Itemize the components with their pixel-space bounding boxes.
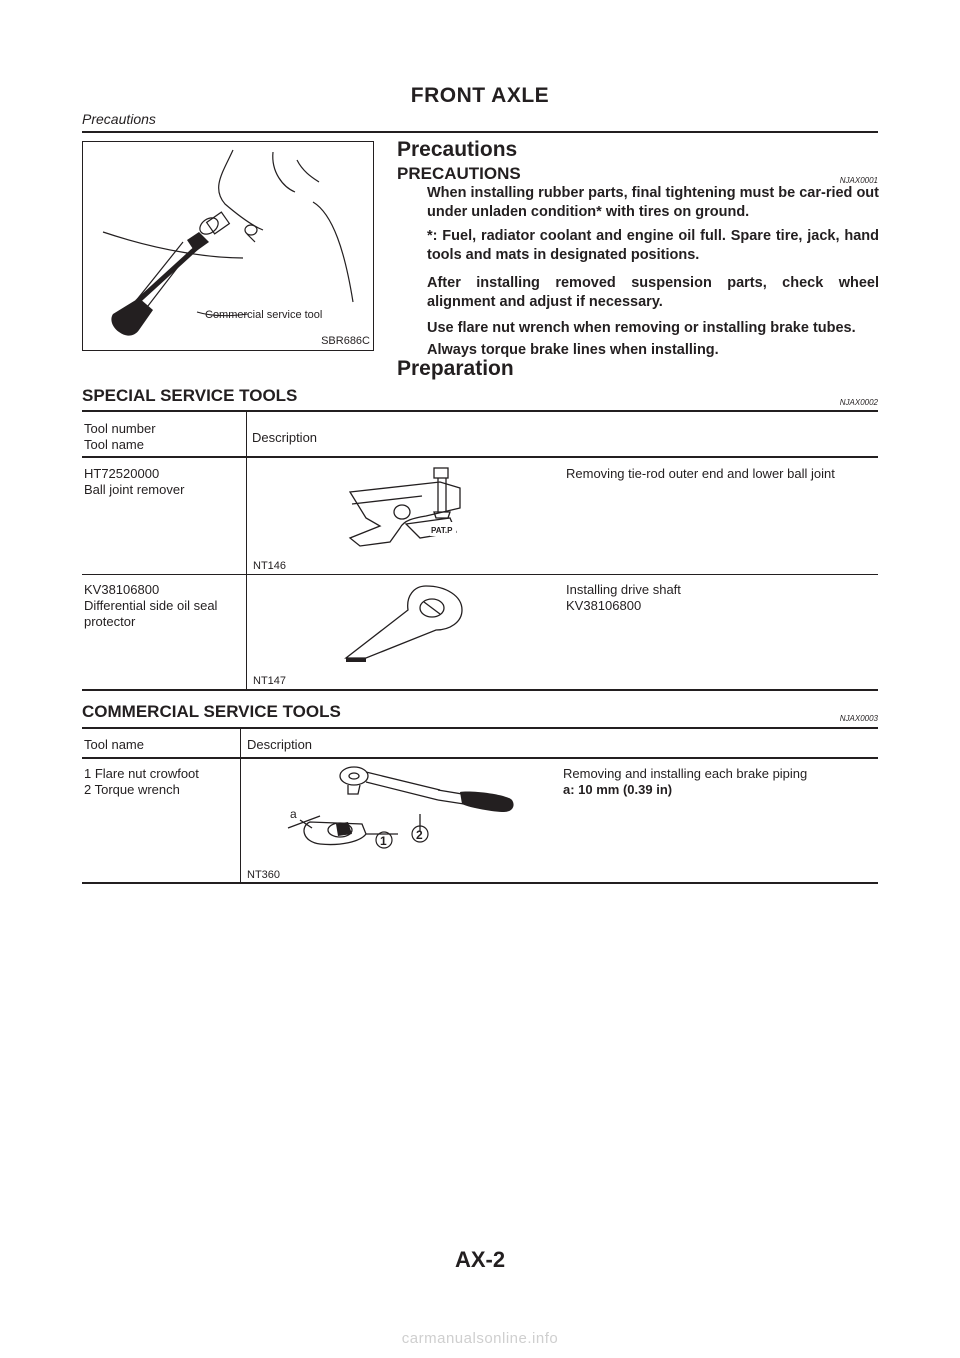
precaution-item-5: Always torque brake lines when installing.	[427, 342, 719, 358]
pat-label: PAT.P	[431, 526, 453, 535]
special-row-1-rule	[82, 574, 878, 575]
tool-desc-2-line2: KV38106800	[566, 598, 642, 613]
special-tools-top-rule	[82, 410, 878, 412]
special-header-col2: Description	[252, 430, 318, 445]
page-number: AX-2	[454, 1247, 506, 1272]
commercial-header-col1: Tool name	[84, 737, 144, 752]
tool-name-2: Differential side oil seal protector	[84, 598, 218, 629]
tool-desc-1: Removing tie-rod outer end and lower ball joint	[566, 466, 835, 481]
special-header-rule	[82, 456, 878, 458]
header-rule	[82, 131, 878, 133]
precautions-subtitle: PRECAUTIONS	[397, 164, 521, 183]
commercial-tools-title: COMMERCIAL SERVICE TOOLS	[82, 702, 341, 721]
commercial-tool-spec: a: 10 mm (0.39 in)	[563, 782, 673, 797]
figure-callout-text: Commercial service tool	[205, 309, 323, 321]
tool-desc-2-line1: Installing drive shaft	[566, 582, 681, 597]
precaution-item-1: When installing rubber parts, final tightening must be car-ried out under unladen condition* with tires on ground.	[427, 185, 879, 220]
precaution-item-4: Use flare nut wrench when removing or installing brake tubes.	[427, 320, 856, 336]
special-table-column-divider	[246, 412, 247, 689]
watermark: carmanualsonline.info	[401, 1330, 559, 1347]
precaution-item-2: *: Fuel, radiator coolant and engine oil full. Spare tire, jack, hand tools and mats in designated positions.	[427, 228, 879, 263]
callout-2: 2	[416, 828, 423, 842]
commercial-tools-bottom-rule	[82, 882, 878, 884]
commercial-tools-top-rule	[82, 727, 878, 729]
commercial-header-rule	[82, 757, 878, 759]
special-header-col1-line2: Tool name	[84, 437, 144, 452]
commercial-tool-name-2: 2 Torque wrench	[84, 782, 180, 797]
precautions-tag: NJAX0001	[839, 176, 878, 185]
commercial-tools-tag: NJAX0003	[839, 714, 878, 723]
commercial-tool-name-1: 1 Flare nut crowfoot	[84, 766, 199, 781]
figure-code: SBR686C	[321, 335, 370, 347]
oil-seal-protector-illustration	[336, 580, 476, 664]
special-tools-title: SPECIAL SERVICE TOOLS	[82, 386, 298, 405]
commercial-header-col2: Description	[247, 737, 313, 752]
precautions-title: Precautions	[397, 138, 518, 161]
tool-name-1: Ball joint remover	[84, 482, 185, 497]
page-header-title: FRONT AXLE	[410, 84, 550, 107]
tool-number-2: KV38106800	[84, 582, 160, 597]
flare-nut-torque-wrench-illustration	[280, 764, 520, 868]
ball-joint-remover-illustration	[330, 462, 510, 556]
torque-wrench-illustration	[83, 142, 373, 350]
special-header-col1-line1: Tool number	[84, 421, 156, 436]
tool-code-1: NT146	[253, 560, 287, 572]
commercial-tool-desc: Removing and installing each brake piping	[563, 766, 808, 781]
preparation-title: Preparation	[397, 357, 514, 380]
callout-a: a	[290, 807, 297, 821]
special-tools-tag: NJAX0002	[839, 398, 878, 407]
tool-number-1: HT72520000	[84, 466, 160, 481]
precaution-item-3: After installing removed suspension parts, check wheel alignment and adjust if necessary.	[427, 275, 879, 310]
commercial-table-column-divider	[240, 729, 241, 884]
callout-1: 1	[380, 834, 387, 848]
page-header-subtitle: Precautions	[82, 111, 156, 127]
special-tools-bottom-rule	[82, 689, 878, 691]
commercial-service-tool-figure	[82, 141, 374, 351]
tool-code-2: NT147	[253, 675, 287, 687]
commercial-tool-code: NT360	[247, 869, 281, 881]
